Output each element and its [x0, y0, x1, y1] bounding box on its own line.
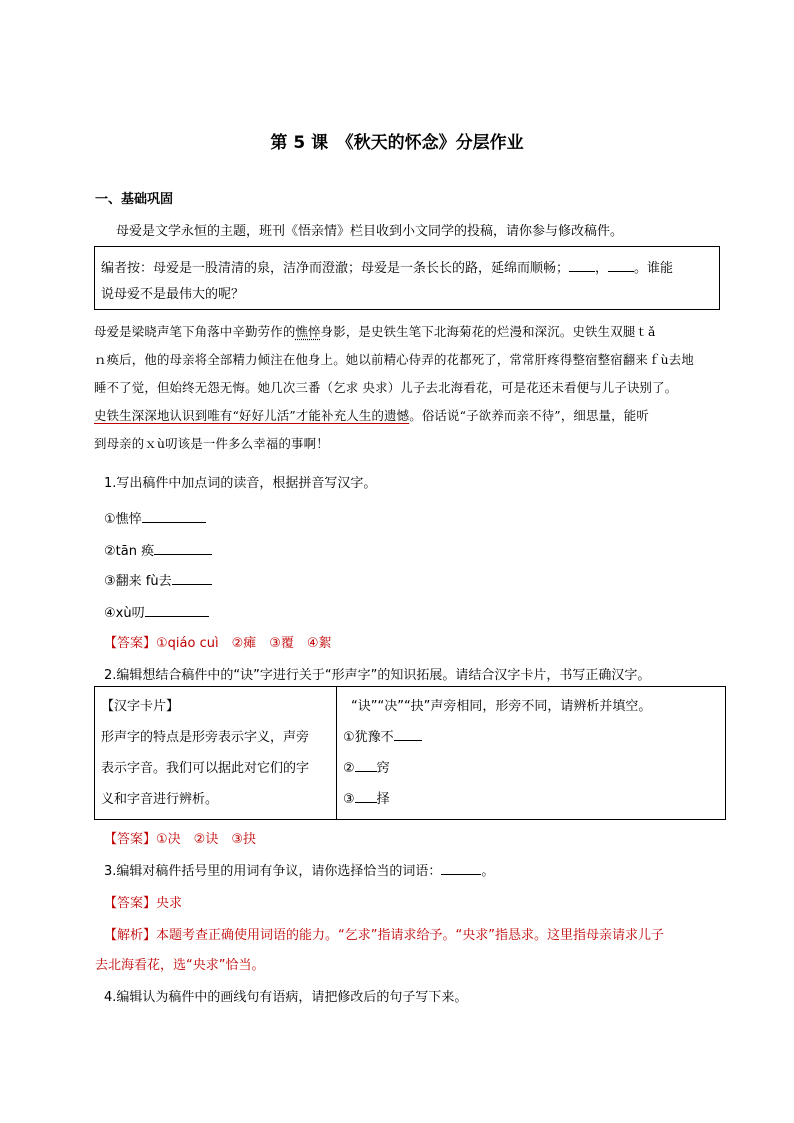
answer-text: ①决 ②诀 ③抉 — [156, 832, 256, 847]
question-2: 2.编辑想结合稿件中的“诀”字进行关于“形声字”的知识拓展。请结合汉字卡片，书写正确汉字。 — [104, 668, 651, 683]
editor-note-box — [94, 246, 720, 310]
item-text: 择 — [376, 792, 390, 807]
editor-note-tail: 。谁能 — [634, 261, 674, 276]
item-text: ② — [343, 761, 355, 776]
answer-blank[interactable] — [145, 604, 209, 617]
card-text: 义和字音进行辨析。 — [101, 792, 219, 807]
section-heading: 一、基础巩固 — [95, 192, 174, 207]
editor-note-line-1 — [101, 257, 673, 276]
passage-line-4 — [94, 406, 649, 424]
answer-tag: 【答案】 — [104, 636, 157, 651]
answer-blank[interactable] — [355, 790, 377, 803]
item-text: ①犹豫不 — [343, 730, 394, 745]
q3-analysis-line-2 — [95, 954, 264, 973]
option-label: ④xù叨 — [104, 606, 145, 621]
passage-text: 。俗话说“子欲养而亲不待”，细思量，能听 — [409, 408, 649, 423]
analysis-text: 本题考查正确使用词语的能力。“乞求”指请求给予。“央求”指恳求。这里指母亲请求儿子 — [156, 928, 664, 943]
question-3 — [104, 860, 494, 879]
card-right-cell — [337, 687, 726, 820]
editor-note-text: 编者按：母爱是一股清清的泉，洁净而澄澈；母爱是一条长长的路，延绵而顺畅； — [101, 261, 570, 276]
answer-tag: 【答案】 — [104, 832, 157, 847]
q1-answer — [104, 632, 332, 651]
note-blank-2[interactable] — [608, 259, 634, 272]
answer-blank[interactable] — [154, 542, 212, 555]
option-label: ③翻来 fù去 — [104, 574, 172, 589]
question-text: 3.编辑对稿件括号里的用词有争议，请你选择恰当的词语： — [104, 864, 442, 879]
passage-line-3: 睡不了觉，但始终无怨无悔。她几次三番（乞求 央求）儿子去北海看花，可是花还未看便与儿子诀别了。 — [94, 380, 678, 395]
dotted-word: 憔悴 — [295, 324, 321, 339]
answer-tag: 【答案】 — [104, 896, 157, 911]
card-item-2 — [343, 753, 719, 784]
note-blank-1[interactable] — [569, 259, 595, 272]
option-label: ②tān 痪 — [104, 544, 155, 559]
question-4: 4.编辑认为稿件中的画线句有语病，请把修改后的句子写下来。 — [104, 990, 468, 1005]
analysis-text: 去北海看花，选“央求”恰当。 — [95, 958, 265, 973]
card-item-3 — [343, 784, 719, 815]
passage-line-2: ｎ痪后，他的母亲将全部精力倾注在他身上。她以前精心侍弄的花都死了，常常肝疼得整宿整宿翻来ｆù去地 — [94, 352, 694, 367]
answer-blank[interactable] — [142, 510, 206, 523]
note-separator: ， — [595, 261, 609, 276]
q3-answer — [104, 892, 182, 911]
passage-line-1 — [94, 322, 656, 340]
hanzi-card-table — [94, 686, 726, 820]
answer-text: 央求 — [156, 896, 183, 911]
card-text: 形声字的特点是形旁表示字义，声旁 — [101, 730, 310, 745]
question-text: 。 — [481, 864, 495, 879]
editor-note-line-2: 说母爱不是最伟大的呢？ — [101, 287, 245, 302]
q3-analysis-line-1 — [104, 924, 664, 943]
card-title: 【汉字卡片】 — [101, 699, 180, 714]
q1-option-1 — [104, 508, 206, 527]
question-1: 1.写出稿件中加点词的读音，根据拼音写汉字。 — [104, 476, 377, 491]
answer-blank[interactable] — [441, 862, 481, 875]
analysis-tag: 【解析】 — [104, 928, 157, 943]
card-left-cell — [95, 687, 337, 820]
q2-answer — [104, 828, 256, 847]
item-text: 窍 — [376, 761, 390, 776]
answer-blank[interactable] — [394, 728, 422, 741]
option-label: ①憔悴 — [104, 512, 142, 527]
q1-option-2 — [104, 540, 212, 559]
q1-option-4 — [104, 602, 209, 621]
answer-blank[interactable] — [172, 572, 212, 585]
answer-text: ①qiáo cuì ②瘫 ③覆 ④絮 — [156, 636, 332, 651]
card-text: 表示字音。我们可以据此对它们的字 — [101, 761, 310, 776]
underlined-sentence: 史铁生深深地认识到唯有“好好儿活”才能补充人生的遗憾 — [94, 408, 410, 423]
q1-option-3 — [104, 570, 212, 589]
passage-text: 母爱是梁晓声笔下角落中辛勤劳作的 — [94, 324, 296, 339]
intro-text: 母爱是文学永恒的主题，班刊《悟亲情》栏目收到小文同学的投稿，请你参与修改稿件。 — [116, 224, 624, 239]
card-instruction: “诀”“决”“抉”声旁相同，形旁不同，请辨析并填空。 — [351, 699, 652, 714]
item-text: ③ — [343, 792, 355, 807]
answer-blank[interactable] — [355, 759, 377, 772]
card-item-1 — [343, 722, 719, 753]
passage-line-5: 到母亲的ｘù叨该是一件多么幸福的事啊！ — [94, 436, 329, 451]
passage-text: 身影，是史铁生笔下北海菊花的烂漫和深沉。史铁生双腿ｔǎ — [320, 324, 656, 339]
page-title: 第 5 课 《秋天的怀念》分层作业 — [270, 133, 524, 153]
